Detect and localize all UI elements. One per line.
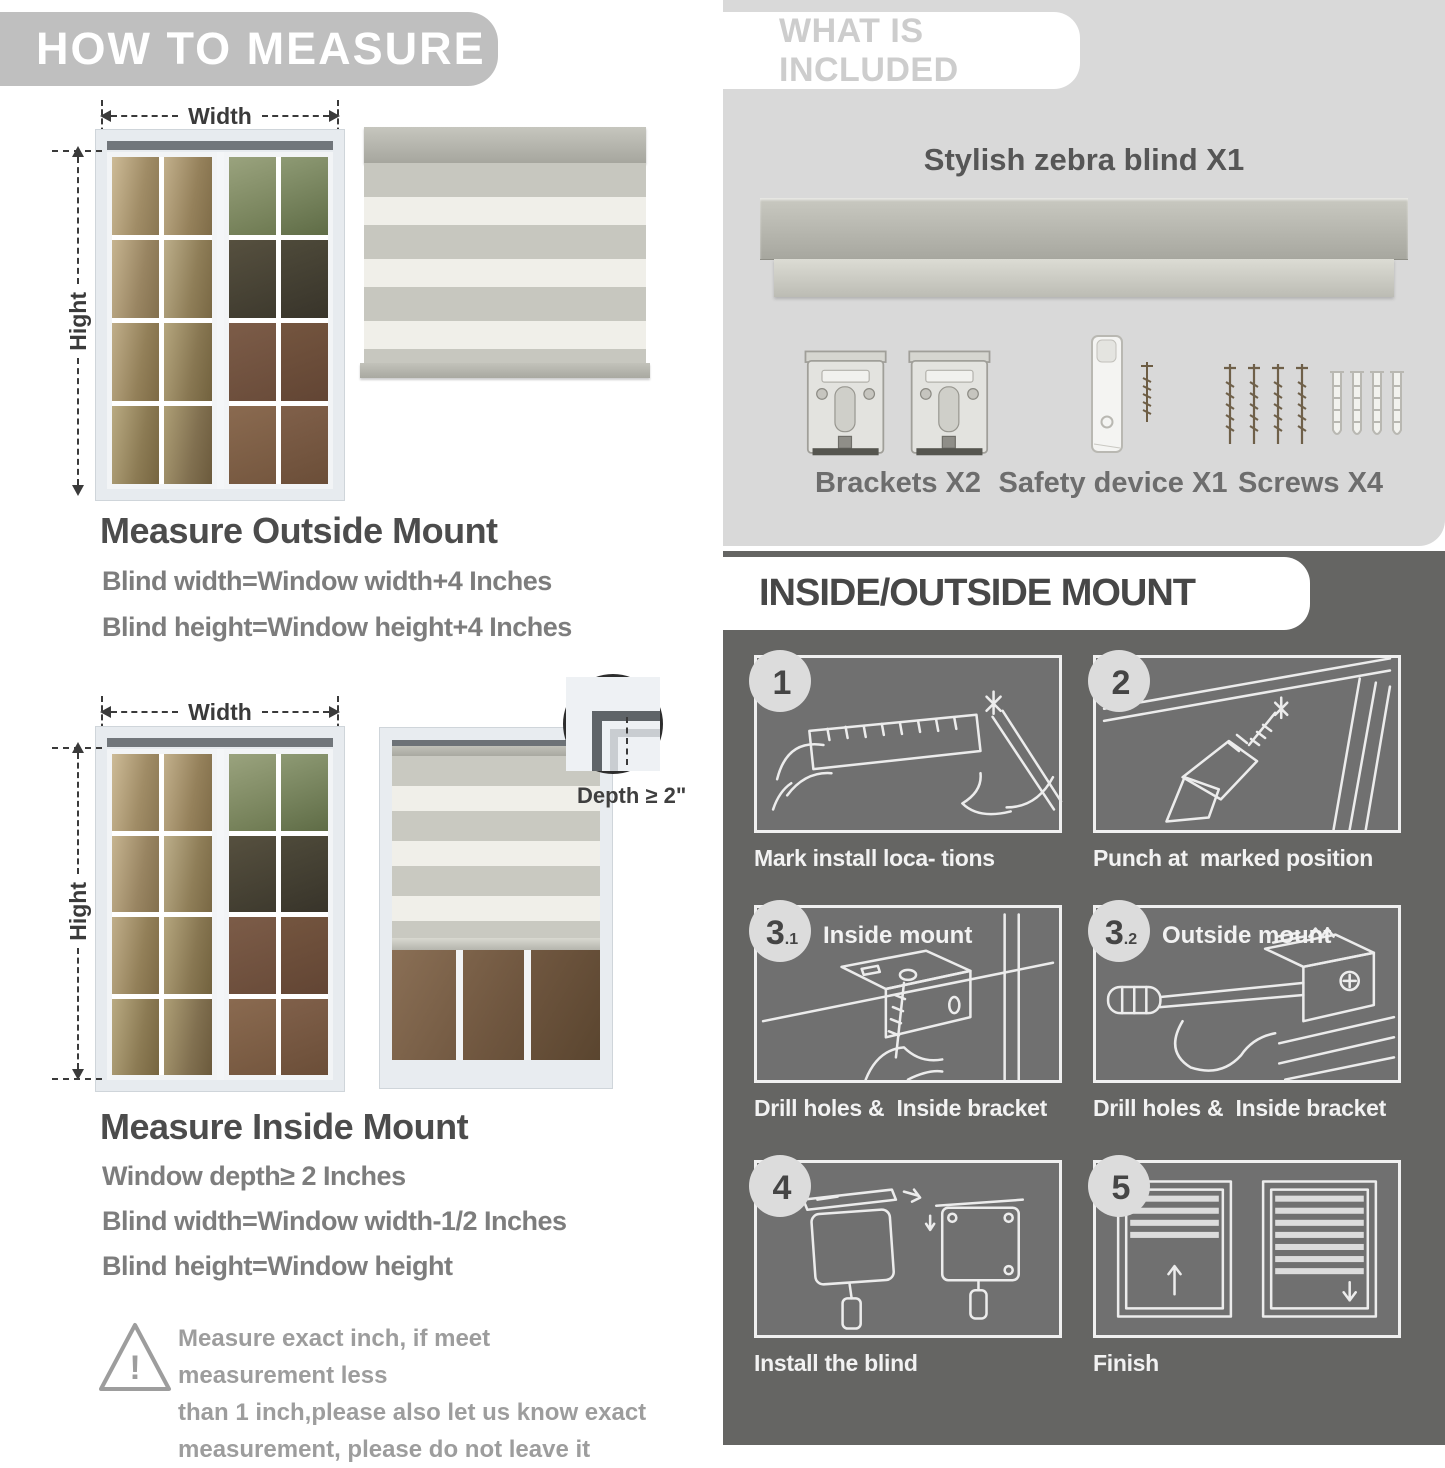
step-5-badge: 5 xyxy=(1088,1155,1150,1217)
blind-headrail-product xyxy=(760,198,1408,259)
step-4-illustration xyxy=(754,1160,1062,1338)
step-1 xyxy=(754,655,1062,872)
step-1-illustration xyxy=(754,655,1062,833)
zebra-blind-outside-sample xyxy=(364,127,646,378)
step-4-caption: Install the blind xyxy=(754,1350,918,1376)
depth-callout-circle xyxy=(563,674,663,774)
blind-headrail xyxy=(364,127,646,163)
step-3-1-badge: 3 .1 xyxy=(749,900,811,962)
outside-formula-width: Blind width=Window width+4 Inches xyxy=(102,566,552,596)
warning-exclamation: ! xyxy=(129,1349,141,1387)
what-is-included-panel xyxy=(723,0,1445,546)
step-3-2-illustration xyxy=(1093,905,1401,1083)
safety-device-icon xyxy=(1058,332,1178,460)
step-2-illustration xyxy=(1093,655,1401,833)
step-5-illustration xyxy=(1093,1160,1401,1338)
inside-formula-height: Blind height=Window height xyxy=(102,1251,453,1281)
mount-title: INSIDE/OUTSIDE MOUNT xyxy=(759,572,1196,614)
arrow-up-icon xyxy=(72,742,84,753)
warning-line-3: measurement, please do not leave it xyxy=(178,1436,591,1463)
width-label-2: Width xyxy=(188,698,252,725)
blind-bottom-rail xyxy=(360,363,650,378)
step-5-caption: Finish xyxy=(1093,1350,1159,1376)
window-sash-left xyxy=(107,152,217,489)
step-1-caption: Mark install loca- tions xyxy=(754,845,995,871)
brackets-label: Brackets X2 xyxy=(814,467,982,499)
what-is-included-header xyxy=(723,12,1080,89)
step-3-2 xyxy=(1093,905,1401,1122)
safety-device-label: Safety device X1 xyxy=(998,467,1228,499)
blind-stripes xyxy=(392,756,600,938)
depth-label: Depth ≥ 2" xyxy=(577,783,687,808)
step-2 xyxy=(1093,655,1401,872)
step-3-2-caption: Drill holes & Inside bracket xyxy=(1093,1095,1386,1121)
step-3-2-badge: 3 .2 xyxy=(1088,900,1150,962)
screws-label: Screws X4 xyxy=(1237,467,1384,499)
warning-line-2: than 1 inch,please also let us know exact xyxy=(178,1399,647,1426)
height-label-2: Hight xyxy=(64,881,91,941)
step-1-badge: 1 xyxy=(749,650,811,712)
mount-header xyxy=(723,557,1310,630)
warning-line-1: Measure exact inch, if meet measurement less xyxy=(178,1325,491,1389)
blind-bottom-rail xyxy=(392,938,600,950)
step-3-1-illustration xyxy=(754,905,1062,1083)
inside-formula-depth: Window depth≥ 2 Inches xyxy=(102,1161,406,1191)
window-view-photo xyxy=(392,950,600,1060)
step-3-1 xyxy=(754,905,1062,1122)
window-sash-left xyxy=(107,749,217,1080)
height-label-1: Hight xyxy=(64,291,91,351)
outside-formula-height: Blind height=Window height+4 Inches xyxy=(102,612,572,642)
arrow-up-icon xyxy=(72,146,84,157)
how-to-measure-title: HOW TO MEASURE xyxy=(36,23,486,74)
height-arrow-1 xyxy=(66,146,90,496)
step-4 xyxy=(754,1160,1062,1377)
inside-formula-width: Blind width=Window width-1/2 Inches xyxy=(102,1206,567,1236)
step-4-badge: 4 xyxy=(749,1155,811,1217)
window-photo-1 xyxy=(95,129,345,501)
product-label: Stylish zebra blind X1 xyxy=(923,142,1245,177)
step-2-caption: Punch at marked position xyxy=(1093,845,1374,871)
window-sash-right xyxy=(224,749,334,1080)
mount-instructions-panel xyxy=(723,551,1445,1445)
width-arrow-1 xyxy=(100,104,340,128)
step-3-1-caption: Drill holes & Inside bracket xyxy=(754,1095,1047,1121)
step-3-2-title: Outside mount xyxy=(1162,922,1332,949)
inside-mount-title: Measure Inside Mount xyxy=(100,1106,469,1147)
step-5 xyxy=(1093,1160,1401,1377)
what-is-included-title: WHAT IS INCLUDED xyxy=(779,11,959,89)
blind-stripes xyxy=(364,163,646,363)
arrow-down-icon xyxy=(72,485,84,496)
outside-mount-title: Measure Outside Mount xyxy=(100,510,498,551)
inside-mount-blind-window xyxy=(379,727,613,1089)
how-to-measure-header xyxy=(0,12,498,86)
width-label-1: Width xyxy=(188,102,252,129)
step-3-1-title: Inside mount xyxy=(823,922,973,949)
window-sash-right xyxy=(224,152,334,489)
screws-icon xyxy=(1218,358,1403,460)
blind-fabric-roll-product xyxy=(774,259,1394,297)
width-arrow-2 xyxy=(100,700,340,724)
step-2-badge: 2 xyxy=(1088,650,1150,712)
warning-note xyxy=(178,1320,648,1468)
window-photo-2 xyxy=(95,726,345,1092)
brackets-icon xyxy=(785,342,1010,460)
warning-triangle-icon xyxy=(95,1317,175,1399)
height-arrow-2 xyxy=(66,742,90,1080)
